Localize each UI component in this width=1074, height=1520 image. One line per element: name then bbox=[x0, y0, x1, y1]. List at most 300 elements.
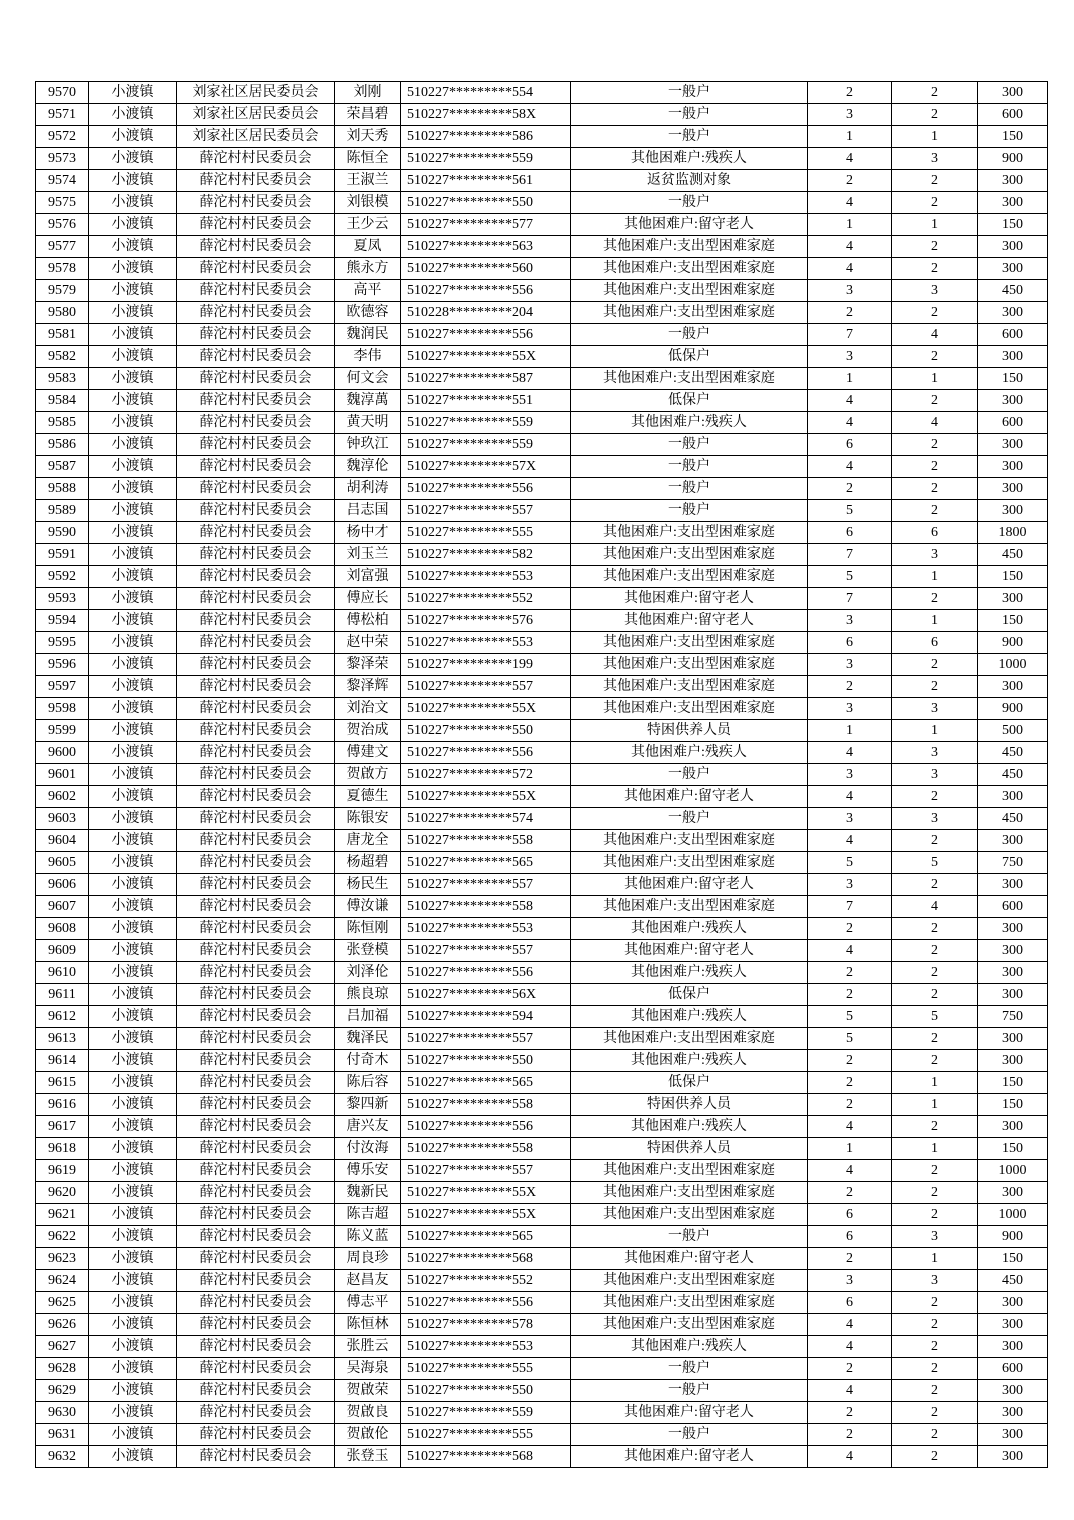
table-row bbox=[36, 280, 1048, 302]
cell-amount: 300 bbox=[978, 1050, 1048, 1072]
cell-amount: 1000 bbox=[978, 1204, 1048, 1226]
cell-category: 其他困难户:支出型困难家庭 bbox=[571, 522, 808, 544]
table-row bbox=[36, 918, 1048, 940]
cell-household-size: 2 bbox=[808, 1248, 892, 1270]
table-row bbox=[36, 1072, 1048, 1094]
cell-id-number: 510227*********557 bbox=[401, 1160, 571, 1182]
cell-category: 一般户 bbox=[571, 192, 808, 214]
cell-category: 其他困难户:残疾人 bbox=[571, 148, 808, 170]
cell-name: 贺治成 bbox=[335, 720, 401, 742]
cell-amount: 300 bbox=[978, 940, 1048, 962]
cell-household-size: 3 bbox=[808, 874, 892, 896]
cell-no: 9575 bbox=[36, 192, 89, 214]
cell-household-size: 2 bbox=[808, 918, 892, 940]
cell-household-size: 4 bbox=[808, 258, 892, 280]
cell-amount: 300 bbox=[978, 588, 1048, 610]
cell-committee: 薛沱村村民委员会 bbox=[177, 434, 335, 456]
cell-category: 其他困难户:支出型困难家庭 bbox=[571, 280, 808, 302]
cell-no: 9582 bbox=[36, 346, 89, 368]
cell-household-size: 6 bbox=[808, 434, 892, 456]
cell-id-number: 510227*********594 bbox=[401, 1006, 571, 1028]
cell-id-number: 510227*********556 bbox=[401, 280, 571, 302]
cell-household-size: 2 bbox=[808, 962, 892, 984]
cell-committee: 薛沱村村民委员会 bbox=[177, 1380, 335, 1402]
cell-category: 其他困难户:残疾人 bbox=[571, 1116, 808, 1138]
table-row bbox=[36, 1336, 1048, 1358]
table-row bbox=[36, 1138, 1048, 1160]
cell-category: 一般户 bbox=[571, 1380, 808, 1402]
table-row bbox=[36, 852, 1048, 874]
cell-amount: 300 bbox=[978, 918, 1048, 940]
cell-people: 1 bbox=[892, 1094, 978, 1116]
cell-amount: 450 bbox=[978, 808, 1048, 830]
cell-town: 小渡镇 bbox=[89, 676, 177, 698]
cell-no: 9632 bbox=[36, 1446, 89, 1468]
cell-name: 贺啟良 bbox=[335, 1402, 401, 1424]
cell-amount: 300 bbox=[978, 1336, 1048, 1358]
cell-household-size: 4 bbox=[808, 192, 892, 214]
cell-category: 其他困难户:支出型困难家庭 bbox=[571, 236, 808, 258]
cell-id-number: 510227*********55X bbox=[401, 698, 571, 720]
cell-town: 小渡镇 bbox=[89, 1226, 177, 1248]
cell-town: 小渡镇 bbox=[89, 1182, 177, 1204]
table-row bbox=[36, 170, 1048, 192]
cell-amount: 300 bbox=[978, 434, 1048, 456]
cell-id-number: 510227*********557 bbox=[401, 874, 571, 896]
cell-category: 一般户 bbox=[571, 456, 808, 478]
cell-amount: 900 bbox=[978, 1226, 1048, 1248]
cell-category: 特困供养人员 bbox=[571, 720, 808, 742]
cell-committee: 薛沱村村民委员会 bbox=[177, 588, 335, 610]
cell-committee: 薛沱村村民委员会 bbox=[177, 1050, 335, 1072]
cell-no: 9614 bbox=[36, 1050, 89, 1072]
cell-town: 小渡镇 bbox=[89, 1292, 177, 1314]
cell-household-size: 4 bbox=[808, 1380, 892, 1402]
cell-people: 2 bbox=[892, 1160, 978, 1182]
cell-no: 9594 bbox=[36, 610, 89, 632]
cell-amount: 150 bbox=[978, 126, 1048, 148]
cell-no: 9587 bbox=[36, 456, 89, 478]
table-row bbox=[36, 1226, 1048, 1248]
cell-amount: 1000 bbox=[978, 654, 1048, 676]
cell-people: 3 bbox=[892, 1226, 978, 1248]
cell-town: 小渡镇 bbox=[89, 1446, 177, 1468]
cell-town: 小渡镇 bbox=[89, 1424, 177, 1446]
cell-town: 小渡镇 bbox=[89, 1094, 177, 1116]
cell-amount: 150 bbox=[978, 368, 1048, 390]
table-row bbox=[36, 632, 1048, 654]
cell-category: 其他困难户:支出型困难家庭 bbox=[571, 852, 808, 874]
cell-household-size: 2 bbox=[808, 1094, 892, 1116]
cell-town: 小渡镇 bbox=[89, 852, 177, 874]
cell-people: 5 bbox=[892, 1006, 978, 1028]
table-row bbox=[36, 1006, 1048, 1028]
cell-category: 其他困难户:支出型困难家庭 bbox=[571, 1182, 808, 1204]
cell-name: 贺啟方 bbox=[335, 764, 401, 786]
cell-name: 夏凤 bbox=[335, 236, 401, 258]
cell-committee: 薛沱村村民委员会 bbox=[177, 412, 335, 434]
cell-category: 其他困难户:支出型困难家庭 bbox=[571, 654, 808, 676]
cell-id-number: 510227*********550 bbox=[401, 1380, 571, 1402]
cell-people: 2 bbox=[892, 676, 978, 698]
cell-id-number: 510227*********568 bbox=[401, 1248, 571, 1270]
table-row bbox=[36, 302, 1048, 324]
cell-amount: 450 bbox=[978, 544, 1048, 566]
cell-committee: 薛沱村村民委员会 bbox=[177, 698, 335, 720]
table-row bbox=[36, 940, 1048, 962]
cell-no: 9600 bbox=[36, 742, 89, 764]
cell-town: 小渡镇 bbox=[89, 698, 177, 720]
cell-household-size: 3 bbox=[808, 1270, 892, 1292]
cell-category: 返贫监测对象 bbox=[571, 170, 808, 192]
cell-name: 周良珍 bbox=[335, 1248, 401, 1270]
table-row bbox=[36, 258, 1048, 280]
table-row bbox=[36, 698, 1048, 720]
cell-town: 小渡镇 bbox=[89, 434, 177, 456]
cell-id-number: 510227*********558 bbox=[401, 1094, 571, 1116]
cell-committee: 刘家社区居民委员会 bbox=[177, 82, 335, 104]
table-row bbox=[36, 412, 1048, 434]
cell-name: 贺啟伦 bbox=[335, 1424, 401, 1446]
cell-town: 小渡镇 bbox=[89, 896, 177, 918]
cell-id-number: 510227*********56X bbox=[401, 984, 571, 1006]
cell-committee: 薛沱村村民委员会 bbox=[177, 324, 335, 346]
table-row bbox=[36, 720, 1048, 742]
cell-town: 小渡镇 bbox=[89, 1358, 177, 1380]
cell-household-size: 3 bbox=[808, 698, 892, 720]
table-row bbox=[36, 1028, 1048, 1050]
cell-people: 2 bbox=[892, 1204, 978, 1226]
cell-id-number: 510227*********550 bbox=[401, 1050, 571, 1072]
cell-people: 3 bbox=[892, 544, 978, 566]
cell-category: 一般户 bbox=[571, 1226, 808, 1248]
cell-committee: 薛沱村村民委员会 bbox=[177, 1160, 335, 1182]
cell-category: 其他困难户:留守老人 bbox=[571, 588, 808, 610]
cell-household-size: 5 bbox=[808, 566, 892, 588]
cell-amount: 1800 bbox=[978, 522, 1048, 544]
cell-people: 2 bbox=[892, 1424, 978, 1446]
cell-household-size: 4 bbox=[808, 786, 892, 808]
cell-no: 9607 bbox=[36, 896, 89, 918]
cell-category: 一般户 bbox=[571, 82, 808, 104]
cell-category: 其他困难户:留守老人 bbox=[571, 786, 808, 808]
cell-committee: 薛沱村村民委员会 bbox=[177, 1094, 335, 1116]
cell-category: 其他困难户:支出型困难家庭 bbox=[571, 368, 808, 390]
cell-id-number: 510227*********557 bbox=[401, 676, 571, 698]
cell-committee: 薛沱村村民委员会 bbox=[177, 280, 335, 302]
cell-category: 一般户 bbox=[571, 104, 808, 126]
cell-household-size: 2 bbox=[808, 1402, 892, 1424]
cell-people: 1 bbox=[892, 214, 978, 236]
cell-committee: 薛沱村村民委员会 bbox=[177, 1336, 335, 1358]
cell-household-size: 3 bbox=[808, 280, 892, 302]
cell-amount: 600 bbox=[978, 896, 1048, 918]
cell-town: 小渡镇 bbox=[89, 1006, 177, 1028]
cell-amount: 150 bbox=[978, 214, 1048, 236]
cell-household-size: 1 bbox=[808, 214, 892, 236]
cell-name: 赵中荣 bbox=[335, 632, 401, 654]
cell-town: 小渡镇 bbox=[89, 830, 177, 852]
cell-name: 刘银模 bbox=[335, 192, 401, 214]
cell-id-number: 510227*********555 bbox=[401, 522, 571, 544]
cell-name: 陈吉超 bbox=[335, 1204, 401, 1226]
cell-town: 小渡镇 bbox=[89, 214, 177, 236]
cell-id-number: 510227*********55X bbox=[401, 1182, 571, 1204]
cell-committee: 薛沱村村民委员会 bbox=[177, 346, 335, 368]
cell-id-number: 510227*********558 bbox=[401, 896, 571, 918]
cell-people: 2 bbox=[892, 302, 978, 324]
cell-people: 2 bbox=[892, 1380, 978, 1402]
cell-household-size: 2 bbox=[808, 1182, 892, 1204]
cell-people: 2 bbox=[892, 918, 978, 940]
cell-category: 其他困难户:残疾人 bbox=[571, 962, 808, 984]
cell-id-number: 510227*********555 bbox=[401, 1424, 571, 1446]
cell-committee: 薛沱村村民委员会 bbox=[177, 830, 335, 852]
table-row bbox=[36, 962, 1048, 984]
cell-people: 1 bbox=[892, 1072, 978, 1094]
cell-id-number: 510227*********558 bbox=[401, 1138, 571, 1160]
cell-id-number: 510227*********559 bbox=[401, 148, 571, 170]
cell-category: 其他困难户:支出型困难家庭 bbox=[571, 830, 808, 852]
cell-category: 一般户 bbox=[571, 324, 808, 346]
table-row bbox=[36, 390, 1048, 412]
cell-name: 王少云 bbox=[335, 214, 401, 236]
cell-household-size: 2 bbox=[808, 1072, 892, 1094]
cell-amount: 300 bbox=[978, 258, 1048, 280]
cell-committee: 薛沱村村民委员会 bbox=[177, 654, 335, 676]
cell-name: 高平 bbox=[335, 280, 401, 302]
cell-no: 9615 bbox=[36, 1072, 89, 1094]
cell-committee: 薛沱村村民委员会 bbox=[177, 764, 335, 786]
cell-no: 9593 bbox=[36, 588, 89, 610]
cell-no: 9586 bbox=[36, 434, 89, 456]
cell-no: 9590 bbox=[36, 522, 89, 544]
cell-people: 2 bbox=[892, 1292, 978, 1314]
cell-name: 黄天明 bbox=[335, 412, 401, 434]
cell-amount: 300 bbox=[978, 1314, 1048, 1336]
cell-amount: 300 bbox=[978, 478, 1048, 500]
cell-amount: 300 bbox=[978, 1402, 1048, 1424]
cell-name: 王淑兰 bbox=[335, 170, 401, 192]
cell-category: 其他困难户:支出型困难家庭 bbox=[571, 1204, 808, 1226]
table-row bbox=[36, 654, 1048, 676]
cell-amount: 300 bbox=[978, 236, 1048, 258]
cell-id-number: 510227*********565 bbox=[401, 852, 571, 874]
cell-no: 9606 bbox=[36, 874, 89, 896]
cell-people: 2 bbox=[892, 830, 978, 852]
cell-amount: 150 bbox=[978, 1094, 1048, 1116]
cell-no: 9578 bbox=[36, 258, 89, 280]
cell-household-size: 1 bbox=[808, 720, 892, 742]
cell-household-size: 5 bbox=[808, 1006, 892, 1028]
cell-name: 张登模 bbox=[335, 940, 401, 962]
cell-no: 9629 bbox=[36, 1380, 89, 1402]
table-row bbox=[36, 522, 1048, 544]
table-row bbox=[36, 148, 1048, 170]
cell-no: 9625 bbox=[36, 1292, 89, 1314]
cell-category: 低保户 bbox=[571, 346, 808, 368]
cell-committee: 薛沱村村民委员会 bbox=[177, 1182, 335, 1204]
cell-no: 9574 bbox=[36, 170, 89, 192]
table-row bbox=[36, 1402, 1048, 1424]
cell-no: 9579 bbox=[36, 280, 89, 302]
cell-household-size: 4 bbox=[808, 940, 892, 962]
cell-amount: 300 bbox=[978, 500, 1048, 522]
cell-no: 9612 bbox=[36, 1006, 89, 1028]
cell-no: 9609 bbox=[36, 940, 89, 962]
cell-household-size: 7 bbox=[808, 588, 892, 610]
cell-id-number: 510227*********557 bbox=[401, 1028, 571, 1050]
roster-table bbox=[35, 81, 1048, 1468]
cell-name: 刘天秀 bbox=[335, 126, 401, 148]
cell-amount: 150 bbox=[978, 610, 1048, 632]
cell-category: 其他困难户:残疾人 bbox=[571, 1006, 808, 1028]
cell-id-number: 510227*********550 bbox=[401, 192, 571, 214]
table-row bbox=[36, 236, 1048, 258]
cell-household-size: 4 bbox=[808, 1336, 892, 1358]
cell-category: 特困供养人员 bbox=[571, 1138, 808, 1160]
cell-no: 9628 bbox=[36, 1358, 89, 1380]
cell-no: 9580 bbox=[36, 302, 89, 324]
cell-name: 傅乐安 bbox=[335, 1160, 401, 1182]
cell-id-number: 510227*********587 bbox=[401, 368, 571, 390]
cell-people: 2 bbox=[892, 170, 978, 192]
cell-name: 傅松柏 bbox=[335, 610, 401, 632]
cell-amount: 300 bbox=[978, 874, 1048, 896]
table-row bbox=[36, 786, 1048, 808]
cell-name: 李伟 bbox=[335, 346, 401, 368]
cell-name: 傅汝谦 bbox=[335, 896, 401, 918]
cell-household-size: 2 bbox=[808, 82, 892, 104]
table-row bbox=[36, 588, 1048, 610]
cell-committee: 薛沱村村民委员会 bbox=[177, 808, 335, 830]
cell-name: 杨民生 bbox=[335, 874, 401, 896]
cell-amount: 450 bbox=[978, 280, 1048, 302]
cell-category: 低保户 bbox=[571, 390, 808, 412]
cell-id-number: 510227*********553 bbox=[401, 918, 571, 940]
roster-body bbox=[36, 82, 1048, 1468]
cell-committee: 薛沱村村民委员会 bbox=[177, 1270, 335, 1292]
cell-no: 9603 bbox=[36, 808, 89, 830]
cell-town: 小渡镇 bbox=[89, 412, 177, 434]
cell-category: 其他困难户:支出型困难家庭 bbox=[571, 632, 808, 654]
cell-category: 特困供养人员 bbox=[571, 1094, 808, 1116]
cell-amount: 300 bbox=[978, 676, 1048, 698]
cell-town: 小渡镇 bbox=[89, 874, 177, 896]
cell-household-size: 2 bbox=[808, 1050, 892, 1072]
cell-category: 其他困难户:支出型困难家庭 bbox=[571, 1314, 808, 1336]
cell-town: 小渡镇 bbox=[89, 654, 177, 676]
cell-committee: 薛沱村村民委员会 bbox=[177, 896, 335, 918]
cell-household-size: 4 bbox=[808, 830, 892, 852]
cell-committee: 薛沱村村民委员会 bbox=[177, 236, 335, 258]
cell-people: 2 bbox=[892, 258, 978, 280]
cell-amount: 300 bbox=[978, 830, 1048, 852]
cell-committee: 薛沱村村民委员会 bbox=[177, 1424, 335, 1446]
cell-committee: 薛沱村村民委员会 bbox=[177, 192, 335, 214]
cell-amount: 500 bbox=[978, 720, 1048, 742]
cell-no: 9597 bbox=[36, 676, 89, 698]
cell-id-number: 510227*********556 bbox=[401, 742, 571, 764]
cell-household-size: 3 bbox=[808, 346, 892, 368]
cell-name: 魏淳萬 bbox=[335, 390, 401, 412]
cell-committee: 薛沱村村民委员会 bbox=[177, 610, 335, 632]
cell-household-size: 5 bbox=[808, 500, 892, 522]
cell-no: 9621 bbox=[36, 1204, 89, 1226]
cell-people: 1 bbox=[892, 1248, 978, 1270]
cell-no: 9572 bbox=[36, 126, 89, 148]
cell-committee: 薛沱村村民委员会 bbox=[177, 1006, 335, 1028]
table-row bbox=[36, 742, 1048, 764]
table-row bbox=[36, 1248, 1048, 1270]
table-row bbox=[36, 1380, 1048, 1402]
cell-committee: 薛沱村村民委员会 bbox=[177, 214, 335, 236]
cell-category: 其他困难户:支出型困难家庭 bbox=[571, 258, 808, 280]
cell-people: 4 bbox=[892, 412, 978, 434]
cell-category: 其他困难户:残疾人 bbox=[571, 742, 808, 764]
table-row bbox=[36, 456, 1048, 478]
cell-id-number: 510227*********577 bbox=[401, 214, 571, 236]
cell-no: 9608 bbox=[36, 918, 89, 940]
cell-people: 1 bbox=[892, 126, 978, 148]
cell-amount: 300 bbox=[978, 786, 1048, 808]
cell-committee: 薛沱村村民委员会 bbox=[177, 786, 335, 808]
cell-no: 9595 bbox=[36, 632, 89, 654]
cell-amount: 450 bbox=[978, 742, 1048, 764]
cell-household-size: 7 bbox=[808, 896, 892, 918]
cell-id-number: 510227*********554 bbox=[401, 82, 571, 104]
cell-name: 刘玉兰 bbox=[335, 544, 401, 566]
cell-town: 小渡镇 bbox=[89, 1138, 177, 1160]
cell-amount: 300 bbox=[978, 390, 1048, 412]
cell-town: 小渡镇 bbox=[89, 764, 177, 786]
cell-household-size: 4 bbox=[808, 1160, 892, 1182]
cell-no: 9570 bbox=[36, 82, 89, 104]
cell-no: 9618 bbox=[36, 1138, 89, 1160]
cell-people: 2 bbox=[892, 962, 978, 984]
cell-id-number: 510227*********552 bbox=[401, 588, 571, 610]
cell-no: 9630 bbox=[36, 1402, 89, 1424]
cell-no: 9577 bbox=[36, 236, 89, 258]
cell-household-size: 3 bbox=[808, 104, 892, 126]
cell-no: 9622 bbox=[36, 1226, 89, 1248]
cell-people: 2 bbox=[892, 236, 978, 258]
cell-no: 9592 bbox=[36, 566, 89, 588]
cell-no: 9591 bbox=[36, 544, 89, 566]
table-row bbox=[36, 324, 1048, 346]
cell-no: 9599 bbox=[36, 720, 89, 742]
table-row bbox=[36, 1204, 1048, 1226]
cell-people: 2 bbox=[892, 1182, 978, 1204]
cell-committee: 薛沱村村民委员会 bbox=[177, 1358, 335, 1380]
cell-household-size: 4 bbox=[808, 148, 892, 170]
cell-household-size: 4 bbox=[808, 1314, 892, 1336]
cell-household-size: 4 bbox=[808, 1116, 892, 1138]
cell-amount: 150 bbox=[978, 1072, 1048, 1094]
table-row bbox=[36, 566, 1048, 588]
cell-town: 小渡镇 bbox=[89, 82, 177, 104]
cell-name: 魏淳伦 bbox=[335, 456, 401, 478]
cell-name: 陈后容 bbox=[335, 1072, 401, 1094]
cell-town: 小渡镇 bbox=[89, 170, 177, 192]
cell-people: 2 bbox=[892, 1446, 978, 1468]
cell-people: 3 bbox=[892, 764, 978, 786]
cell-people: 6 bbox=[892, 522, 978, 544]
cell-committee: 薛沱村村民委员会 bbox=[177, 918, 335, 940]
cell-people: 2 bbox=[892, 456, 978, 478]
cell-town: 小渡镇 bbox=[89, 456, 177, 478]
cell-id-number: 510227*********568 bbox=[401, 1446, 571, 1468]
